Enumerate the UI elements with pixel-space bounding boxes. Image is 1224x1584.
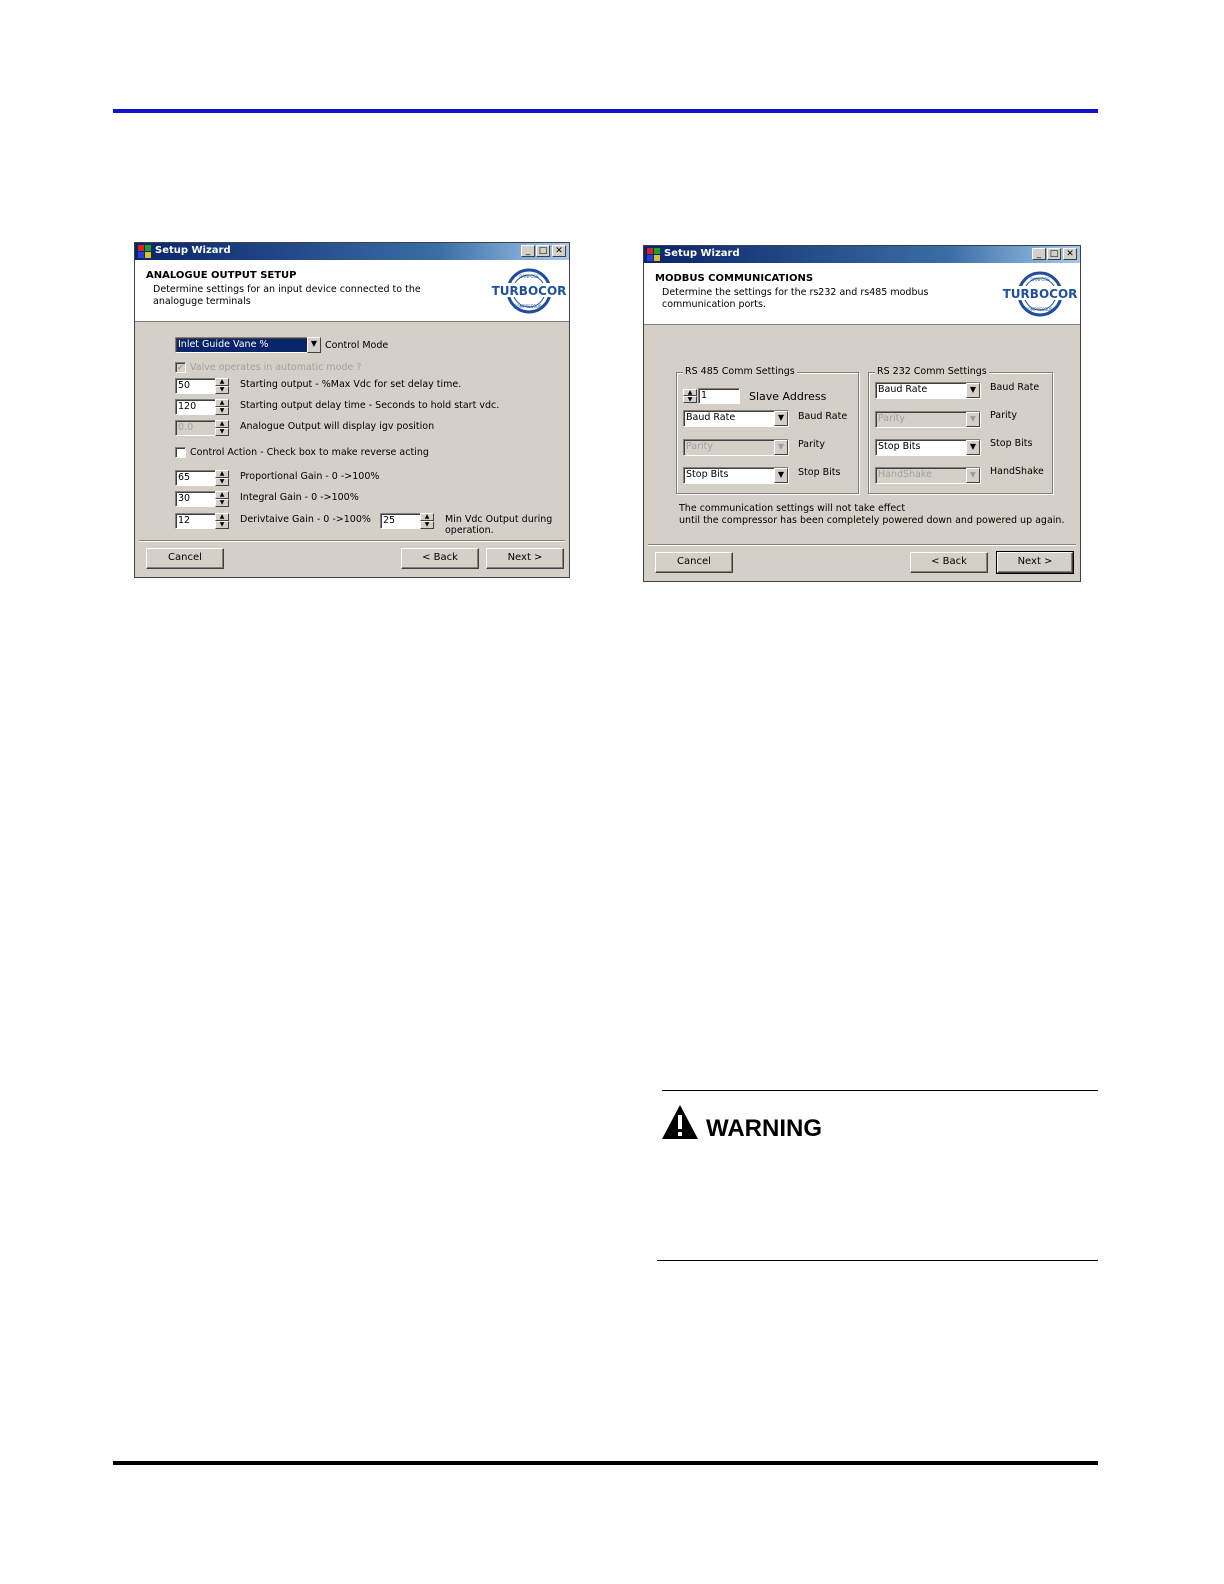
chevron-down-icon[interactable]: ▼ [774, 468, 788, 483]
chevron-down-icon[interactable]: ▼ [774, 440, 788, 455]
app-icon [138, 245, 151, 258]
rs232-handshake-label: HandShake [990, 466, 1044, 477]
warning-icon [661, 1104, 699, 1140]
warning-bottom-rule [657, 1260, 1098, 1261]
proportional-gain-stepper[interactable]: ▲ ▼ [215, 470, 229, 486]
logo-top-text: DANFOSS [519, 274, 539, 279]
app-icon [647, 248, 660, 261]
warning-label: WARNING [706, 1115, 822, 1142]
analogue-output-field[interactable]: 0.0 [175, 420, 217, 436]
close-icon[interactable]: ✕ [552, 245, 566, 257]
analogue-output-setup-window [134, 242, 570, 578]
min-vdc-label-line2: operation. [445, 525, 494, 536]
page-description: Determine settings for an input device connected to the analoguge terminals [153, 284, 421, 307]
button-separator [648, 544, 1076, 546]
rs485-parity-label: Parity [798, 439, 826, 450]
valve-auto-label: Valve operates in automatic mode ? [190, 362, 362, 373]
control-action-label: Control Action - Check box to make reverse acting [190, 447, 429, 458]
warning-top-rule [662, 1090, 1098, 1091]
chevron-down-icon[interactable]: ▼ [966, 412, 980, 427]
header-rule [113, 109, 1098, 113]
analogue-output-label: Analogue Output will display igv position [240, 421, 435, 432]
wizard-header [135, 260, 569, 322]
chevron-down-icon[interactable]: ▼ [307, 337, 321, 353]
logo-bottom-text: COMPRESSORS [513, 304, 545, 309]
logo-bottom-text: COMPRESSORS [1024, 307, 1056, 312]
control-mode-select[interactable] [175, 337, 321, 353]
delay-stepper[interactable]: ▲ ▼ [215, 399, 229, 415]
derivative-gain-label: Derivtaive Gain - 0 ->100% [240, 514, 371, 525]
analogue-output-stepper[interactable]: ▲ ▼ [215, 420, 229, 436]
starting-output-field[interactable]: 50 [175, 378, 217, 394]
chevron-down-icon[interactable]: ▼ [774, 411, 788, 426]
rs232-handshake-select[interactable]: HandShake [875, 467, 981, 484]
control-mode-label: Control Mode [325, 340, 389, 351]
valve-auto-checkbox[interactable]: ✓ [175, 362, 186, 373]
control-mode-value: Inlet Guide Vane % [178, 339, 269, 350]
next-button[interactable]: Next > [997, 552, 1073, 573]
min-vdc-label-line1: Min Vdc Output during [445, 514, 553, 525]
window-title: Setup Wizard [664, 248, 740, 259]
rs485-group-title: RS 485 Comm Settings [685, 366, 795, 377]
footer-rule [113, 1461, 1098, 1465]
modbus-communications-window [643, 245, 1081, 582]
rs232-stop-label: Stop Bits [990, 438, 1033, 449]
title-bar[interactable] [135, 243, 569, 260]
wizard-header [644, 263, 1080, 325]
starting-output-stepper[interactable]: ▲ ▼ [215, 378, 229, 394]
derivative-gain-stepper[interactable]: ▲ ▼ [215, 513, 229, 529]
starting-output-label: Starting output - %Max Vdc for set delay time. [240, 379, 462, 390]
turbocor-logo [1002, 271, 1078, 317]
min-vdc-stepper[interactable]: ▲ ▼ [420, 513, 434, 529]
logo-text: TURBOCOR [1002, 287, 1078, 301]
rs232-parity-label: Parity [990, 410, 1018, 421]
rs232-parity-select[interactable]: Parity [875, 411, 981, 428]
cancel-button[interactable]: Cancel [146, 548, 224, 569]
close-icon[interactable]: ✕ [1063, 248, 1077, 260]
cancel-button[interactable]: Cancel [655, 552, 733, 573]
delay-field[interactable]: 120 [175, 399, 217, 415]
rs485-settings-group [676, 366, 859, 494]
integral-gain-stepper[interactable]: ▲ ▼ [215, 491, 229, 507]
rs232-baud-label: Baud Rate [990, 382, 1040, 393]
maximize-icon[interactable]: □ [536, 245, 550, 257]
back-button[interactable]: < Back [910, 552, 988, 573]
rs232-baud-select[interactable]: Baud Rate [875, 382, 981, 399]
page-title: ANALOGUE OUTPUT SETUP [146, 270, 297, 281]
note-line1: The communication settings will not take effect [679, 503, 906, 514]
page-description: Determine the settings for the rs232 and rs485 modbus communication ports. [662, 287, 929, 310]
slave-address-stepper[interactable]: ▲ ▼ [683, 389, 697, 403]
delay-label: Starting output delay time - Seconds to hold start vdc. [240, 400, 500, 411]
slave-address-label: Slave Address [749, 390, 827, 403]
rs485-stop-label: Stop Bits [798, 467, 841, 478]
chevron-down-icon[interactable]: ▼ [966, 468, 980, 483]
button-separator [139, 540, 565, 542]
derivative-gain-field[interactable]: 12 [175, 513, 217, 529]
logo-top-text: DANFOSS [1030, 277, 1050, 282]
rs232-settings-group [868, 366, 1053, 494]
rs485-parity-select[interactable]: Parity [683, 439, 789, 456]
page-title: MODBUS COMMUNICATIONS [655, 273, 814, 284]
rs485-baud-label: Baud Rate [798, 411, 848, 422]
rs485-stop-select[interactable]: Stop Bits [683, 467, 789, 484]
minimize-icon[interactable]: _ [1032, 248, 1046, 260]
chevron-down-icon[interactable]: ▼ [966, 440, 980, 455]
title-bar[interactable] [644, 246, 1080, 263]
maximize-icon[interactable]: □ [1047, 248, 1061, 260]
turbocor-logo [491, 268, 567, 314]
back-button[interactable]: < Back [401, 548, 479, 569]
proportional-gain-field[interactable]: 65 [175, 470, 217, 486]
control-action-checkbox[interactable] [175, 447, 186, 458]
rs485-baud-select[interactable]: Baud Rate [683, 410, 789, 427]
min-vdc-field[interactable]: 25 [380, 513, 422, 529]
integral-gain-label: Integral Gain - 0 ->100% [240, 492, 359, 503]
next-button[interactable]: Next > [486, 548, 564, 569]
logo-text: TURBOCOR [491, 284, 567, 298]
rs232-group-title: RS 232 Comm Settings [877, 366, 987, 377]
integral-gain-field[interactable]: 30 [175, 491, 217, 507]
proportional-gain-label: Proportional Gain - 0 ->100% [240, 471, 380, 482]
window-title: Setup Wizard [155, 245, 231, 256]
minimize-icon[interactable]: _ [521, 245, 535, 257]
chevron-down-icon[interactable]: ▼ [966, 383, 980, 398]
slave-address-field[interactable]: 1 [698, 388, 740, 404]
note-line2: until the compressor has been completely powered down and powered up again. [679, 515, 1065, 526]
rs232-stop-select[interactable]: Stop Bits [875, 439, 981, 456]
